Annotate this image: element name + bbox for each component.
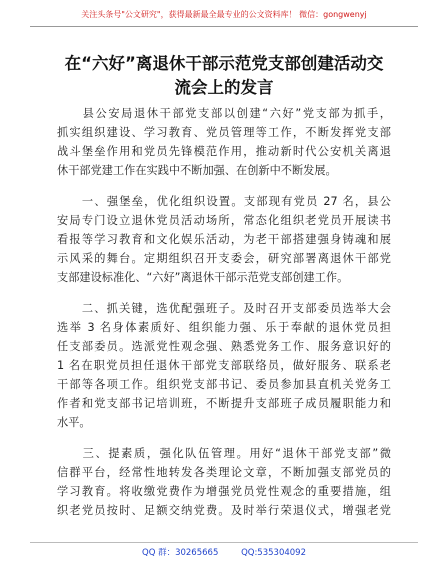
paragraph-line: 一、强堡垒，优化组织设置。支部现有党员 27 名，县公 bbox=[57, 195, 391, 208]
paragraph-line: 县公安局退休干部党支部以创建“六好”党支部为抓手， bbox=[57, 107, 391, 120]
paragraph-line: 学习教育。将收缴党费作为增强党员党性观念的重要措施，组 bbox=[57, 485, 391, 498]
document-title bbox=[42, 52, 406, 100]
paragraph-line: 选举 3 名身体素质好、组织能力强、乐于奉献的退休党员担 bbox=[57, 321, 391, 334]
header-divider bbox=[30, 26, 418, 27]
paragraph-line: 抓实组织建设、学习教育、党员管理等工作，不断发挥党支部 bbox=[57, 126, 391, 139]
title-line-2: 流会上的发言 bbox=[174, 78, 274, 97]
footer-divider bbox=[30, 542, 418, 543]
paragraph-line: 安局专门设立退休党员活动场所，常态化组织老党员开展读书 bbox=[57, 214, 391, 227]
paragraph bbox=[57, 192, 391, 287]
paragraph-line: 战斗堡垒作用和党员先锋模范作用，推动新时代公安机关离退 bbox=[57, 145, 391, 158]
paragraph-line: 三、提素质，强化队伍管理。用好“退休干部党支部”微 bbox=[57, 447, 391, 460]
promo-banner: 关注头条号"公文研究"，获得最新最全最专业的公文资料库！ 微信：gongwenyj bbox=[81, 10, 367, 19]
paragraph-gap bbox=[57, 180, 391, 192]
paragraph-line: 信群平台，经常性地转发各类理论文章，不断加强支部党员的 bbox=[57, 466, 391, 479]
document-body bbox=[57, 104, 391, 520]
paragraph-gap bbox=[57, 287, 391, 299]
paragraph bbox=[57, 104, 391, 180]
paragraph bbox=[57, 299, 391, 432]
paragraph-line: 作者和党支部书记培训班，不断提升支部班子成员履职能力和 bbox=[57, 397, 391, 410]
paragraph-line: 任支部委员。选派党性观念强、熟悉党务工作、服务意识好的 bbox=[57, 340, 391, 353]
paragraph-line: 二、抓关键，选优配强班子。及时召开支部委员选举大会 bbox=[57, 302, 391, 315]
paragraph-line: 水平。 bbox=[57, 416, 91, 429]
paragraph-line: 休干部党建工作在实践中不断加强、在创新中不断发展。 bbox=[57, 164, 337, 177]
paragraph bbox=[57, 444, 391, 520]
qq-number-text: QQ:535304092 bbox=[241, 548, 306, 558]
title-line-1: 在“六好”离退休干部示范党支部创建活动交 bbox=[64, 54, 384, 73]
paragraph-line: 看报等学习教育和文化娱乐活动，为老干部搭建强身铸魂和展 bbox=[57, 233, 391, 246]
qq-group-text: QQ 群：30265665 bbox=[142, 548, 219, 558]
footer-contacts bbox=[0, 546, 448, 558]
paragraph-line: 支部建设标准化、“六好”离退休干部示范党支部创建工作。 bbox=[57, 271, 349, 284]
paragraph-gap bbox=[57, 432, 391, 444]
paragraph-line: 示风采的舞台。定期组织召开支委会，研究部署离退休干部党 bbox=[57, 252, 391, 265]
paragraph-line: 织老党员按时、足额交纳党费。及时举行荣退仪式，增强老党 bbox=[57, 504, 391, 517]
paragraph-line: 1 名在职党员担任退休干部党支部联络员，做好服务、联系老 bbox=[57, 359, 391, 372]
paragraph-line: 干部等各项工作。组织党支部书记、委员参加县直机关党务工 bbox=[57, 378, 391, 391]
